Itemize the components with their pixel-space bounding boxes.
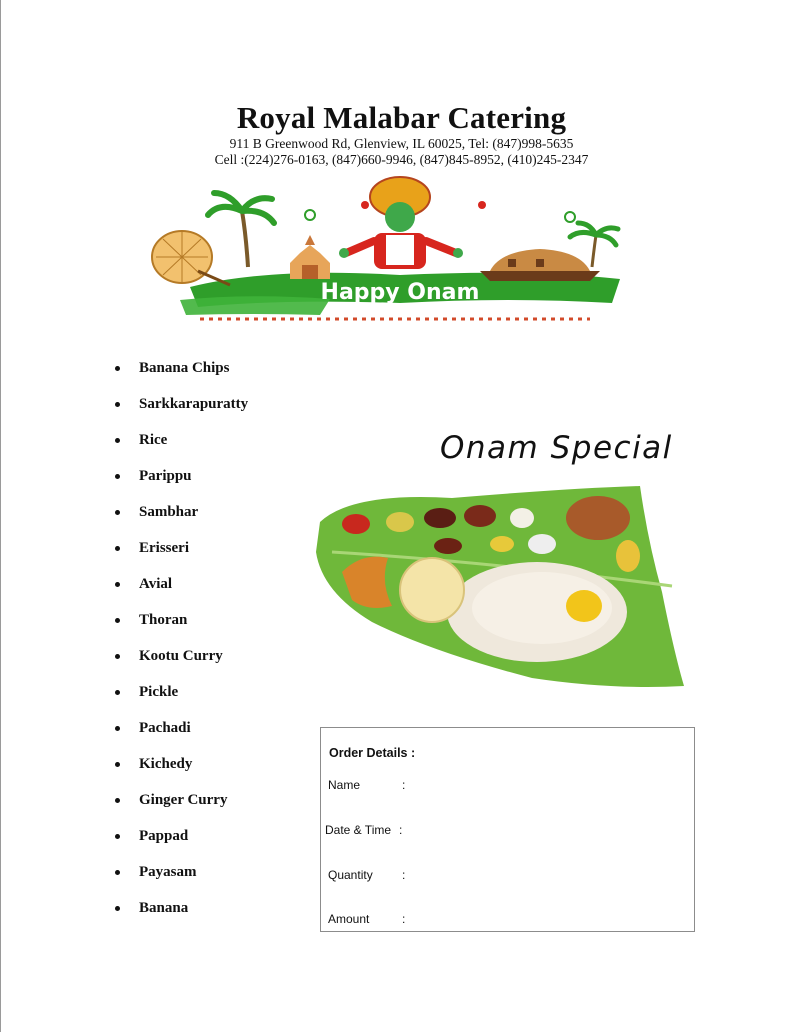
- banana-chips-icon: [616, 540, 640, 572]
- kathakali-figure-icon: [339, 177, 463, 269]
- order-field-label: Amount: [328, 912, 370, 926]
- company-title: Royal Malabar Catering: [236, 100, 567, 135]
- houseboat-icon: [480, 249, 600, 281]
- menu-item: Kichedy: [112, 753, 248, 789]
- menu-item: Payasam: [112, 861, 248, 897]
- happy-onam-banner: [150, 175, 640, 335]
- order-details-heading: Order Details :: [329, 746, 416, 760]
- menu-item: Thoran: [112, 609, 248, 645]
- banana-leaf-meal-image: [312, 482, 687, 692]
- menu-item: Banana: [112, 897, 248, 933]
- menu-item: Pickle: [112, 681, 248, 717]
- menu-item: Banana Chips: [112, 357, 248, 393]
- order-field-colon: :: [402, 868, 406, 882]
- side-dish-icon: [510, 508, 534, 528]
- thoran-icon: [566, 496, 630, 540]
- order-field-label: Date & Time: [325, 823, 392, 837]
- banner-greeting: Happy Onam: [320, 280, 480, 305]
- banner-brush-stroke-lower: [180, 296, 330, 315]
- menu-list: [112, 357, 248, 933]
- flower-decoration-icon: [565, 212, 575, 222]
- menu-item: Sarkkarapuratty: [112, 393, 248, 429]
- company-cell-numbers: Cell :(224)276-0163, (847)660-9946, (847)845-8952, (410)245-2347: [214, 152, 589, 167]
- menu-item: Kootu Curry: [112, 645, 248, 681]
- company-address: 911 B Greenwood Rd, Glenview, IL 60025, Tel: (847)998-5635: [229, 136, 574, 151]
- menu-item: Ginger Curry: [112, 789, 248, 825]
- umbrella-icon: [152, 231, 230, 285]
- menu-item: Pachadi: [112, 717, 248, 753]
- flower-decoration-icon: [478, 201, 486, 209]
- side-dish-icon: [342, 514, 370, 534]
- side-dish-icon: [386, 512, 414, 532]
- pappad-icon: [400, 558, 464, 622]
- order-field-colon: :: [402, 912, 406, 926]
- menu-item: Erisseri: [112, 537, 248, 573]
- palm-tree-left-icon: [208, 193, 274, 267]
- pickle-icon: [424, 508, 456, 528]
- order-details-box: [320, 727, 695, 932]
- menu-item: Parippu: [112, 465, 248, 501]
- flower-decoration-icon: [305, 210, 315, 220]
- menu-item: Sambhar: [112, 501, 248, 537]
- order-field-label: Name: [328, 778, 361, 792]
- parippu-icon: [566, 590, 602, 622]
- menu-item: Rice: [112, 429, 248, 465]
- letterhead: [0, 100, 797, 168]
- menu-item: Pappad: [112, 825, 248, 861]
- order-field-colon: :: [399, 823, 403, 837]
- onam-special-heading: Onam Special: [440, 430, 673, 466]
- temple-icon: [290, 235, 330, 279]
- side-dish-icon: [490, 536, 514, 552]
- curry-icon: [464, 505, 496, 527]
- side-dish-icon: [528, 534, 556, 554]
- order-field-label: Quantity: [328, 868, 373, 882]
- menu-item: Avial: [112, 573, 248, 609]
- flower-decoration-icon: [361, 201, 369, 209]
- curry-icon: [434, 538, 462, 554]
- order-field-colon: :: [402, 778, 406, 792]
